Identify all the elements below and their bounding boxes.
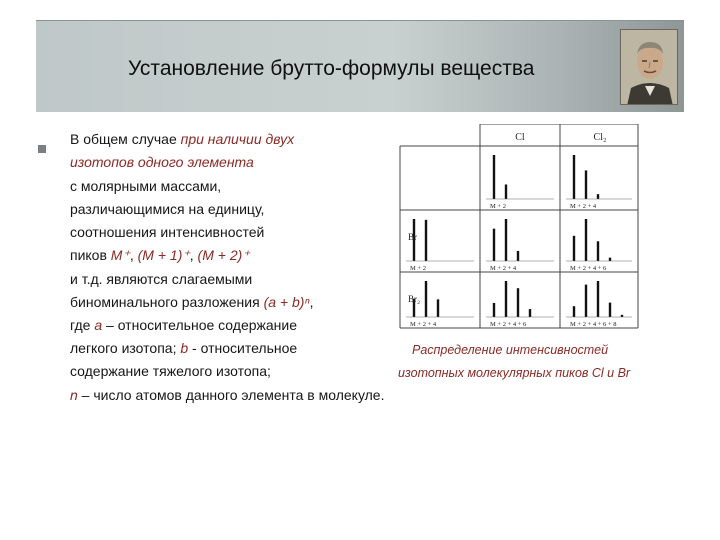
portrait-image xyxy=(621,30,678,105)
text-segment: с молярными массами, xyxy=(70,178,222,194)
italic-text: (а + b)ⁿ xyxy=(263,294,310,310)
text-segment: В общем случае xyxy=(70,131,181,147)
text-segment: и т.д. являются слагаемыми xyxy=(70,271,253,287)
body-line xyxy=(70,246,250,264)
mass-label: M + 2 + 4 + 6 xyxy=(570,265,607,272)
body-line xyxy=(70,223,264,241)
body-line xyxy=(70,339,297,357)
body-line xyxy=(70,200,264,218)
italic-text: n xyxy=(70,387,78,403)
text-segment: где xyxy=(70,317,95,333)
text-segment: – относительное содержание xyxy=(102,317,298,333)
mass-label: M + 2 + 4 + 6 + 8 xyxy=(570,321,617,328)
row-header: Br xyxy=(408,232,417,242)
italic-text: b xyxy=(180,340,189,356)
portrait-photo xyxy=(620,29,678,105)
figure-caption-line-2: изотопных молекулярных пиков Cl и Br xyxy=(398,366,631,380)
text-segment: – число атомов данного элемента в молекуле. xyxy=(77,387,385,403)
mass-label: M + 2 + 4 xyxy=(490,265,517,272)
body-line xyxy=(70,270,252,288)
isotope-peaks-figure xyxy=(396,124,641,330)
body-line xyxy=(70,386,384,404)
mass-label: M + 2 xyxy=(410,265,426,272)
text-segment: - относительное xyxy=(188,340,298,356)
body-line xyxy=(70,130,294,148)
italic-text: а xyxy=(94,317,103,333)
italic-text: (М + 2)⁺ xyxy=(197,247,250,263)
slide-header xyxy=(36,20,684,112)
text-segment: пиков xyxy=(70,247,111,263)
body-line xyxy=(70,153,254,171)
mass-label: M + 2 + 4 xyxy=(410,321,437,328)
italic-text: М⁺ xyxy=(110,247,130,263)
body-line xyxy=(70,316,297,334)
text-segment: биноминального разложения xyxy=(70,294,264,310)
italic-text: при наличии двух xyxy=(180,131,295,147)
text-segment: различающимися на единицу, xyxy=(70,201,265,217)
text-segment: , xyxy=(189,247,198,263)
mass-label: M + 2 + 4 xyxy=(570,203,597,210)
mass-label: M + 2 xyxy=(490,203,506,210)
italic-text: (М + 1)⁺ xyxy=(137,247,190,263)
text-segment: легкого изотопа; xyxy=(70,340,181,356)
text-segment: , xyxy=(309,294,314,310)
slide-title: Установление брутто-формулы вещества xyxy=(128,57,535,80)
body-line xyxy=(70,362,271,380)
body-line xyxy=(70,293,313,311)
column-header: Cl xyxy=(515,132,525,143)
bullet-marker xyxy=(38,145,46,153)
text-segment: содержание тяжелого изотопа; xyxy=(70,363,271,379)
figure-caption-line-1: Распределение интенсивностей xyxy=(412,343,609,357)
text-segment: , xyxy=(129,247,138,263)
italic-text: изотопов одного элемента xyxy=(70,154,254,170)
mass-label: M + 2 + 4 + 6 xyxy=(490,321,527,328)
figure-peaks xyxy=(406,155,632,317)
body-line xyxy=(70,177,221,195)
column-header: Cl₂ xyxy=(593,132,607,143)
row-header: Br₂ xyxy=(408,294,421,304)
text-segment: соотношения интенсивностей xyxy=(70,224,265,240)
